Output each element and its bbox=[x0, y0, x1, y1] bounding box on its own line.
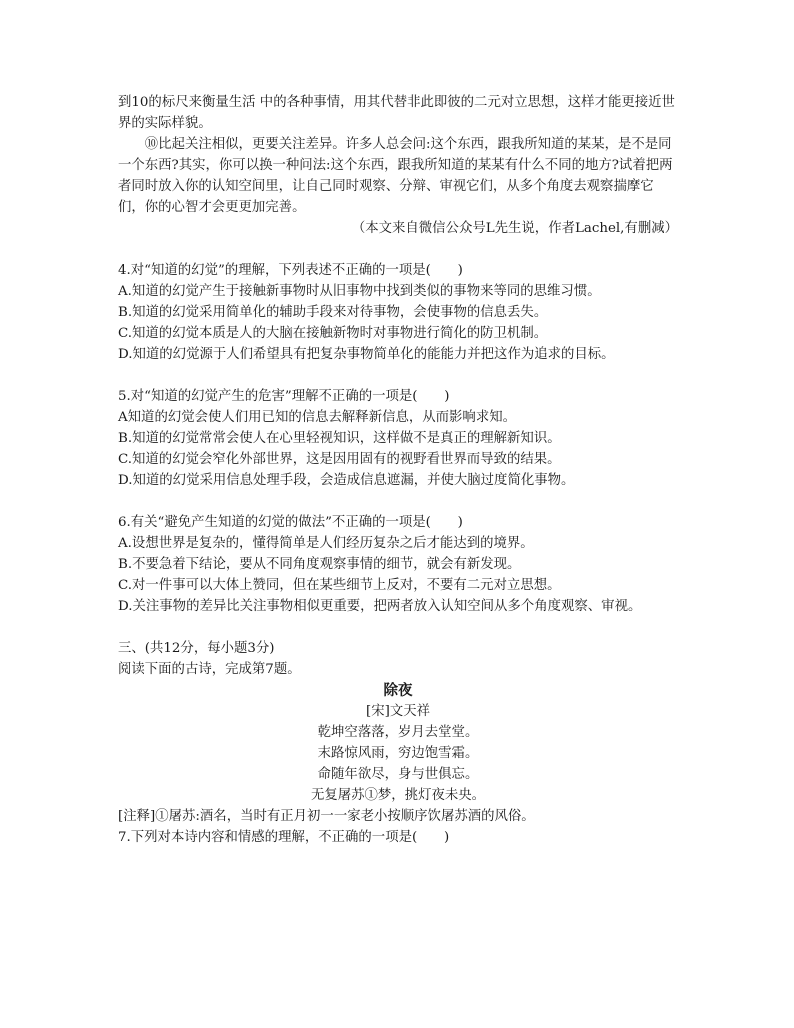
spacer bbox=[118, 617, 678, 638]
question-5-option-c: C.知道的幻觉会窄化外部世界，这是因用固有的视野看世界而导致的结果。 bbox=[118, 452, 561, 467]
poem-line: 乾坤空落落，岁月去堂堂。 bbox=[317, 725, 479, 740]
question-6-option-d: D.关注事物的差异比关注事物相似更重要，把两者放入认知空间从多个角度观察、审视。 bbox=[118, 599, 642, 614]
spacer bbox=[118, 239, 678, 260]
passage-paragraph-9-end: 到10的标尺来衡量生活 中的各种事情，用其代替非此即彼的二元对立思想，这样才能更接近世界的实际样貌。 bbox=[118, 95, 675, 131]
question-4-stem: 4.对“知道的幻觉”的理解，下列表述不正确的一项是( ) bbox=[118, 263, 463, 278]
question-6-option-a: A.设想世界是复杂的，懂得简单是人们经历复杂之后才能达到的境界。 bbox=[118, 536, 534, 551]
poem-line: 命随年欲尽，身与世俱忘。 bbox=[317, 767, 479, 782]
question-6-stem: 6.有关“避免产生知道的幻觉的做法”不正确的一项是( ) bbox=[118, 515, 463, 530]
spacer bbox=[118, 491, 678, 512]
question-7-stem: 7.下列对本诗内容和情感的理解，不正确的一项是( ) bbox=[118, 830, 450, 845]
question-4-option-c: C.知道的幻觉本质是人的大脑在接触新物时对事物进行简化的防卫机制。 bbox=[118, 326, 548, 341]
poem-author: [宋]文天祥 bbox=[365, 704, 430, 719]
question-6-option-c: C.对一件事可以大体上赞同，但在某些细节上反对，不要有二元对立思想。 bbox=[118, 578, 561, 593]
question-4-option-b: B.知道的幻觉采用简单化的辅助手段来对待事物，会使事物的信息丢失。 bbox=[118, 305, 548, 320]
question-5-stem: 5.对“知道的幻觉产生的危害”理解不正确的一项是( ) bbox=[118, 389, 450, 404]
poem-title: 除夜 bbox=[383, 682, 413, 699]
passage-source: （本文来自微信公众号L先生说，作者Lachel,有删减） bbox=[351, 221, 678, 236]
passage-paragraph-10: ⑩比起关注相似，更要关注差异。许多人总会问:这个东西，跟我所知道的某某，是不是同一个东西?其实，你可以换一种问法:这个东西，跟我所知道的某某有什么不同的地方?试着把两者同时放入你的认知空间里，让自己同时观察、分辩、审视它们，从多个角度去观察揣摩它们，你的心智才会更更加完善。 bbox=[118, 137, 673, 215]
spacer bbox=[118, 365, 678, 386]
question-5-option-a: A知道的幻觉会使人们用已知的信息去解释新信息，从而影响求知。 bbox=[118, 410, 516, 425]
question-5-option-d: D.知道的幻觉采用信息处理手段，会造成信息遮漏，并使大脑过度简化事物。 bbox=[118, 473, 575, 488]
question-4-option-a: A.知道的幻觉产生于接触新事物时从旧事物中找到类似的事物来等同的思维习惯。 bbox=[118, 284, 601, 299]
question-6-option-b: B.不要急着下结论，要从不同角度观察事情的细节，就会有新发现。 bbox=[118, 557, 521, 572]
section-3-heading: 三、(共12分，每小题3分) bbox=[118, 641, 275, 656]
document-page bbox=[118, 92, 678, 848]
section-3-instruction: 阅读下面的古诗，完成第7题。 bbox=[118, 662, 301, 677]
poem-note: [注释]①屠苏:酒名，当时有正月初一一家老小按顺序饮屠苏酒的风俗。 bbox=[118, 809, 535, 824]
question-5-option-b: B.知道的幻觉常常会使人在心里轻视知识，这样做不是真正的理解新知识。 bbox=[118, 431, 561, 446]
poem-line: 无复屠苏①梦，挑灯夜未央。 bbox=[310, 788, 486, 803]
question-4-option-d: D.知道的幻觉源于人们希望具有把复杂事物简单化的能能力并把这作为追求的目标。 bbox=[118, 347, 615, 362]
poem-line: 末路惊风雨，穷边饱雪霜。 bbox=[317, 746, 479, 761]
